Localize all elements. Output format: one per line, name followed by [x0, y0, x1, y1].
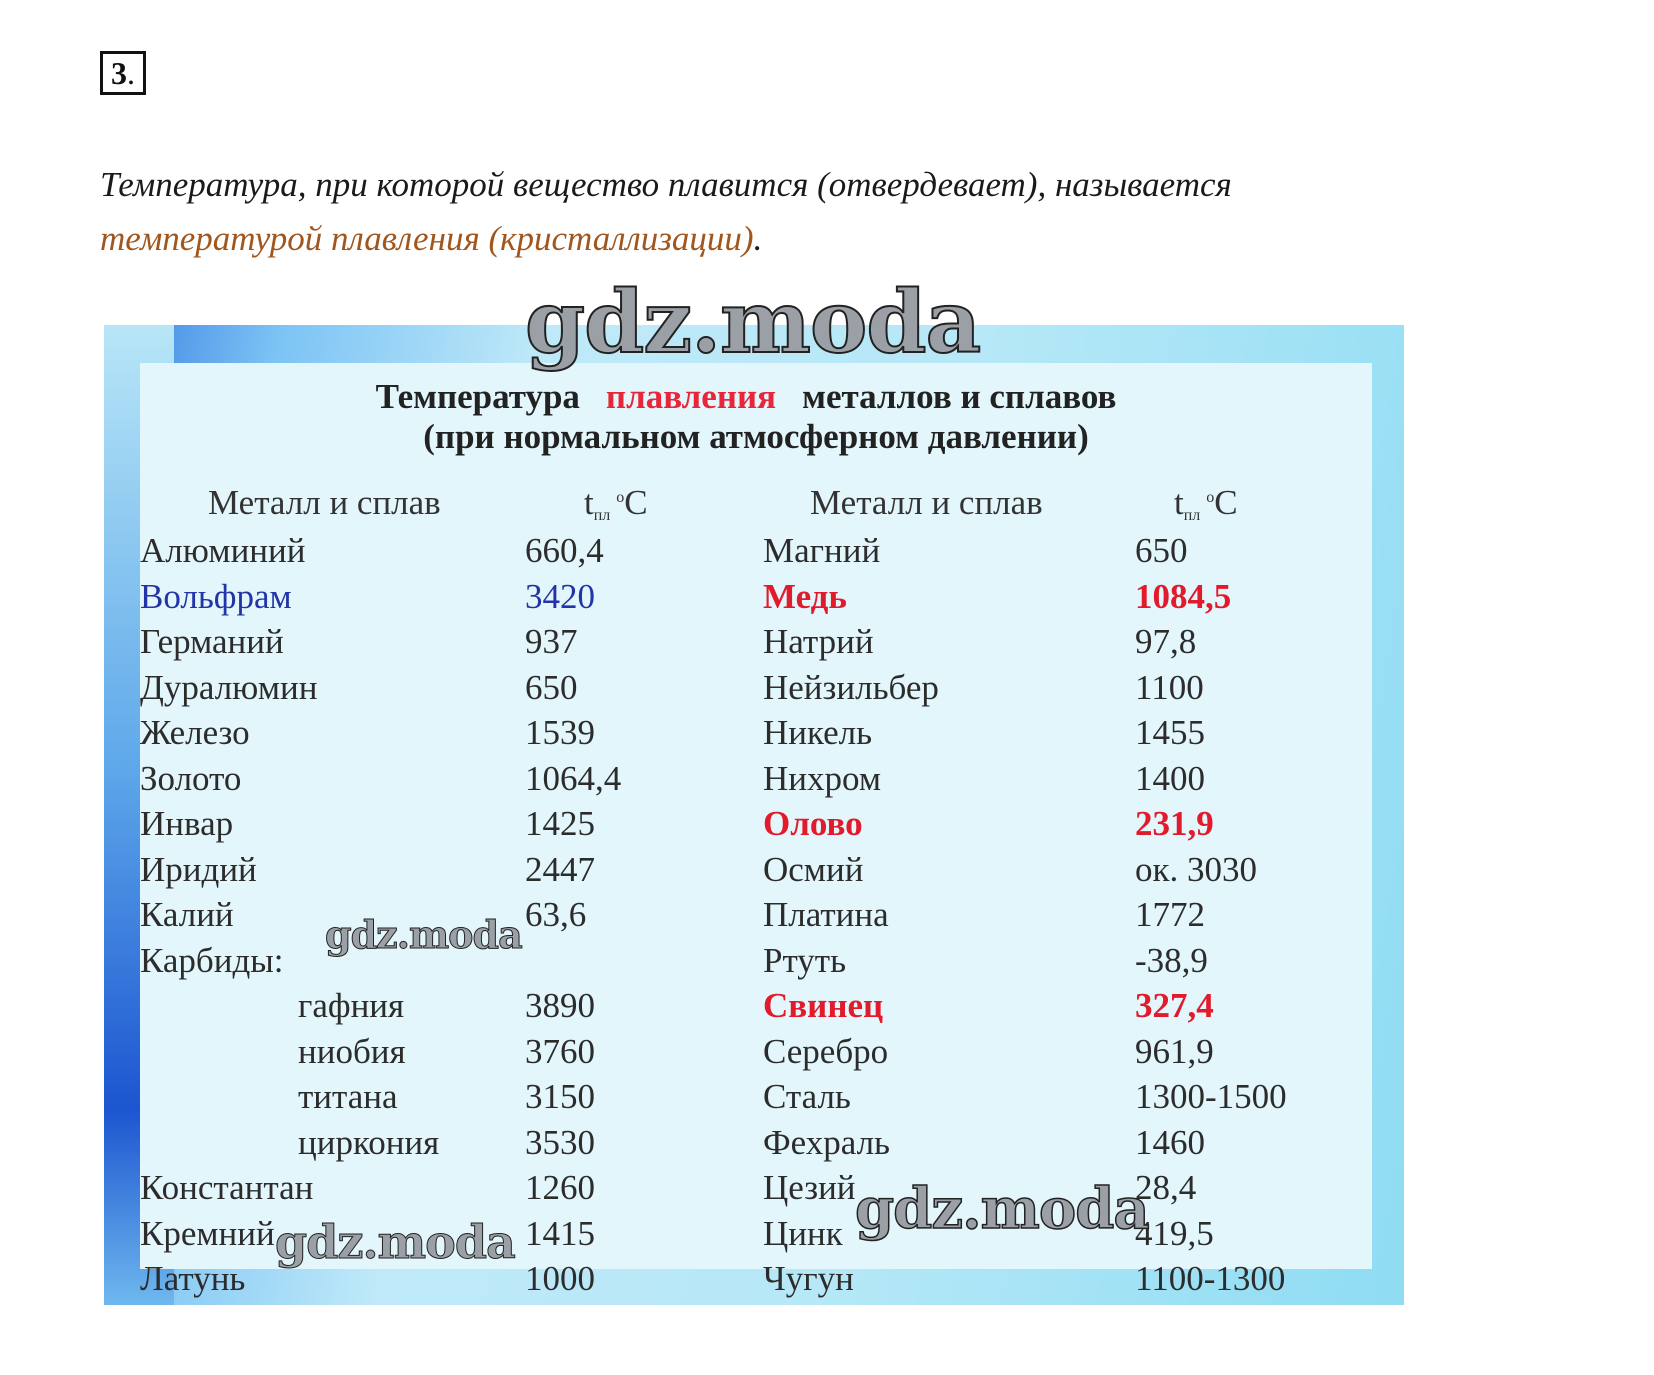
melting-point: 3530 — [525, 1122, 595, 1162]
metal-name: Карбиды: — [140, 940, 284, 980]
watermark-top: gdz.moda — [525, 272, 981, 373]
melting-point: 1455 — [1135, 713, 1205, 752]
header-temp-right: $t_{пл}^оC$ — [1174, 483, 1238, 524]
figure-title: Температура плавления металлов и сплавов (при нормальном атмосферном давлении) — [375, 377, 1117, 456]
melting-point: 1064,4 — [525, 758, 622, 798]
melting-point: 650 — [1135, 531, 1188, 570]
melting-point: 1415 — [525, 1213, 595, 1253]
melting-point: 1539 — [525, 713, 595, 752]
melting-point: 97,8 — [1135, 622, 1197, 661]
metal-name: Латунь — [140, 1259, 246, 1298]
metal-name: циркония — [298, 1122, 440, 1162]
metal-name: Никель — [763, 713, 873, 752]
metal-name: Олово — [763, 804, 863, 843]
melting-point: -38,9 — [1135, 940, 1208, 980]
watermark-carbides: gdz.moda — [325, 912, 522, 957]
metal-name: Константан — [140, 1168, 314, 1207]
metal-name: Вольфрам — [140, 576, 292, 616]
melting-point: 419,5 — [1135, 1213, 1214, 1253]
melting-point: 63,6 — [525, 895, 587, 934]
figure-subtitle: (при нормальном атмосферном давлении) — [423, 417, 1089, 456]
metal-name: ниобия — [298, 1031, 406, 1071]
melting-point: 231,9 — [1135, 804, 1214, 843]
task-number: 3. — [100, 51, 146, 95]
metal-name: Свинец — [763, 986, 884, 1025]
header-name-left: Металл и сплав — [208, 483, 441, 522]
melting-point: ок. 3030 — [1135, 849, 1258, 889]
metal-name: Нихром — [763, 758, 881, 798]
melting-point: 1400 — [1135, 758, 1205, 798]
melting-point: 28,4 — [1135, 1168, 1197, 1207]
metal-name: Золото — [140, 758, 242, 798]
metal-name: Цезий — [763, 1168, 856, 1207]
metal-name: Магний — [763, 531, 881, 570]
metal-name: Фехраль — [763, 1122, 890, 1162]
melting-point: 1100 — [1135, 667, 1204, 707]
watermark-bottom-right: gdz.moda — [855, 1176, 1149, 1242]
metal-name: Сталь — [763, 1077, 851, 1116]
melting-point: 1460 — [1135, 1122, 1205, 1162]
table-panel — [140, 363, 1372, 1298]
metal-name: Цинк — [763, 1213, 843, 1253]
metal-name: Германий — [140, 622, 284, 661]
melting-point: 3420 — [525, 576, 595, 616]
metal-name: Платина — [763, 895, 889, 934]
melting-point: 327,4 — [1135, 986, 1214, 1025]
metal-name: Медь — [763, 576, 847, 616]
metal-name: Серебро — [763, 1031, 889, 1071]
metal-name: Ртуть — [763, 940, 847, 980]
melting-point: 1260 — [525, 1168, 595, 1207]
metal-name: титана — [298, 1077, 398, 1116]
melting-point: 1000 — [525, 1259, 595, 1298]
melting-point: 3760 — [525, 1031, 595, 1071]
melting-point: 660,4 — [525, 531, 604, 570]
watermark-bottom-left: gdz.moda — [275, 1215, 515, 1269]
metal-name: Кремний — [140, 1213, 275, 1253]
header-name-right: Металл и сплав — [810, 483, 1043, 522]
metal-name: Железо — [140, 713, 250, 752]
intro-term: температурой плавления (кристаллизации) — [100, 219, 754, 258]
melting-point: 937 — [525, 622, 578, 661]
metal-name: Дуралюмин — [140, 667, 318, 707]
melting-point: 1300-1500 — [1135, 1077, 1287, 1116]
metal-name: Алюминий — [140, 531, 306, 570]
melting-point: 3890 — [525, 986, 595, 1025]
metal-name: Иридий — [140, 849, 257, 889]
metal-name: гафния — [298, 986, 405, 1025]
metal-name: Инвар — [140, 804, 234, 843]
melting-point: 1425 — [525, 804, 595, 843]
intro-text: Температура, при которой вещество плавится (отвердевает), называется — [100, 165, 1232, 204]
metal-name: Натрий — [763, 622, 874, 661]
melting-point: 3150 — [525, 1077, 595, 1116]
melting-point: 650 — [525, 667, 578, 707]
intro-paragraph: Температура, при которой вещество плавится (отвердевает), называется температурой плавления (кристаллизации). — [100, 165, 1232, 258]
metal-name: Чугун — [763, 1259, 854, 1298]
melting-point: 1084,5 — [1135, 576, 1232, 616]
melting-point: 1100-1300 — [1135, 1259, 1286, 1298]
header-temp-left: $t_{пл}^оC$ — [584, 483, 648, 524]
melting-point: 961,9 — [1135, 1031, 1214, 1071]
metal-name: Калий — [140, 895, 234, 934]
melting-point: 1772 — [1135, 895, 1205, 934]
melting-table-figure — [104, 325, 1404, 1305]
metal-name: Нейзильбер — [763, 667, 939, 707]
metal-name: Осмий — [763, 849, 864, 889]
melting-point: 2447 — [525, 849, 595, 889]
